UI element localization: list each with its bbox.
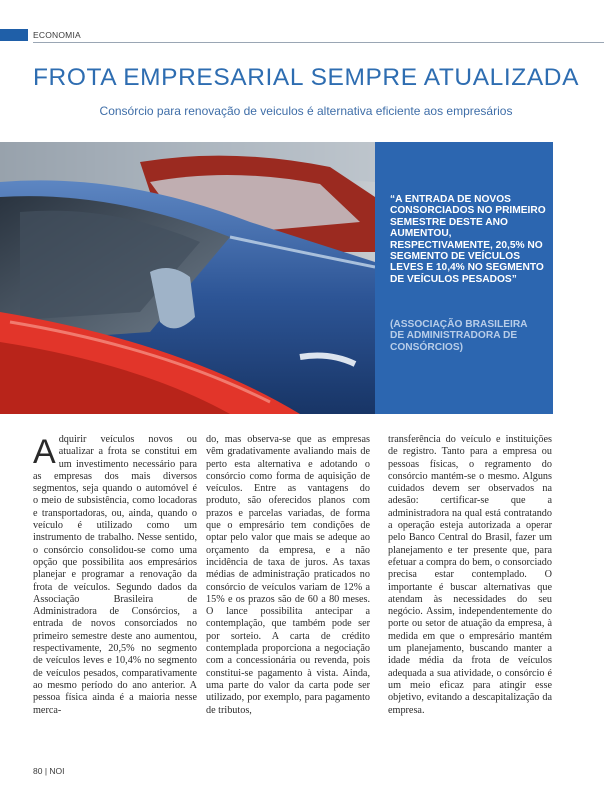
article-column-2: do, mas observa-se que as empresas vêm gradativamente avaliando mais de perto esta alternativa e adotando o consórcio como forma de aquisição de veículos. Entre as vantagens do produto, são oferecidos planos com prazos e parcelas variadas, de forma que o empresário tem condições de optar pelo valor que mais se adeque ao orçamento da empresa, e a não incidência de taxa de juros. As taxas médias de administração praticados no consórcio de veículos variam de 12% a 15% e os prazos são de 60 a 80 meses. O lance possibilita antecipar a contemplação, que também pode ser por sorteio. A carta de crédito contemplada proporciona a negociação com a concessionária ou revenda, pois constitui-se pagamento à vista. Ainda, uma parte do valor da carta pode ser utilizado, por exemplo, para pagamento de tributos, bbox=[206, 434, 370, 716]
pull-quote-source: (ASSOCIAÇÃO BRASILEIRA DE ADMINISTRADORA DE CONSÓRCIOS) bbox=[390, 319, 528, 353]
pull-quote: “A ENTRADA DE NOVOS CONSORCIADOS NO PRIMEIRO SEMESTRE DESTE ANO AUMENTOU, RESPECTIVAMENTE, 20,5% NO SEGMENTO DE VEÍCULOS LEVES E 10,4% NO SEGMENTO DE VEÍCULOS PESADOS” bbox=[390, 194, 546, 285]
section-divider bbox=[33, 42, 604, 43]
section-color-bar bbox=[0, 29, 28, 41]
drop-cap: A bbox=[33, 433, 56, 471]
article-subtitle: Consórcio para renovação de veiculos é alternativa eficiente aos empresários bbox=[99, 104, 513, 118]
column-1-text: dquirir veículos novos ou atualizar a frota se constitui em um investimento necessário para as empresas dos mais diversos segmentos, seja quando o automóvel é o meio de subsistência, como locadoras e transportadoras, ou, ainda, quando o veículo é utilizado como um instrumento de trabalho. Nesse sentido, o consórcio consolidou-se como uma opção que possibilita aos empresários planejar e programar a renovação da frota de veículos. Segundo dados da Associação Brasileira de Administradora de Consórcios, a entrada de novos consorciados no primeiro semestre deste ano aumentou, respectivamente, 20,5% no segmento de veículos leves e 10,4% no segmento de veículos pesados, comparativamente ao mesmo período do ano anterior. A pessoa física ainda é a maioria nesse merca- bbox=[33, 434, 197, 716]
page-footer: 80 | NOI bbox=[33, 766, 65, 776]
pull-quote-box bbox=[375, 142, 553, 414]
article-column-1 bbox=[33, 434, 197, 717]
article-title: FROTA EMPRESARIAL SEMPRE ATUALIZADA bbox=[32, 64, 580, 91]
article-column-3: transferência do veículo e instituições de registro. Tanto para a empresa ou pessoas físicas, o regramento do consórcio mantém-se o mesmo. Alguns cuidados devem ser observados na adesão: certificar-se que a administradora na qual está contratando a operação esteja autorizada a operar pelo Banco Central do Brasil, fazer um planejamento e ter presente que, para efetuar a compra do bem, o consorciado precisa estar contemplado. O importante é buscar alternativas que atendam às necessidades do seu negócio. Assim, independentemente do porte ou setor de atuação da empresa, à medida em que o empresário mantém um planejamento, buscando manter a idade média da frota de veículos adequada a sua atividade, o consórcio é um meio eficaz para atingir esse objetivo, evitando a descapitalização da empresa. bbox=[388, 434, 552, 716]
section-label: ECONOMIA bbox=[33, 30, 81, 40]
cars-photo bbox=[0, 142, 375, 414]
